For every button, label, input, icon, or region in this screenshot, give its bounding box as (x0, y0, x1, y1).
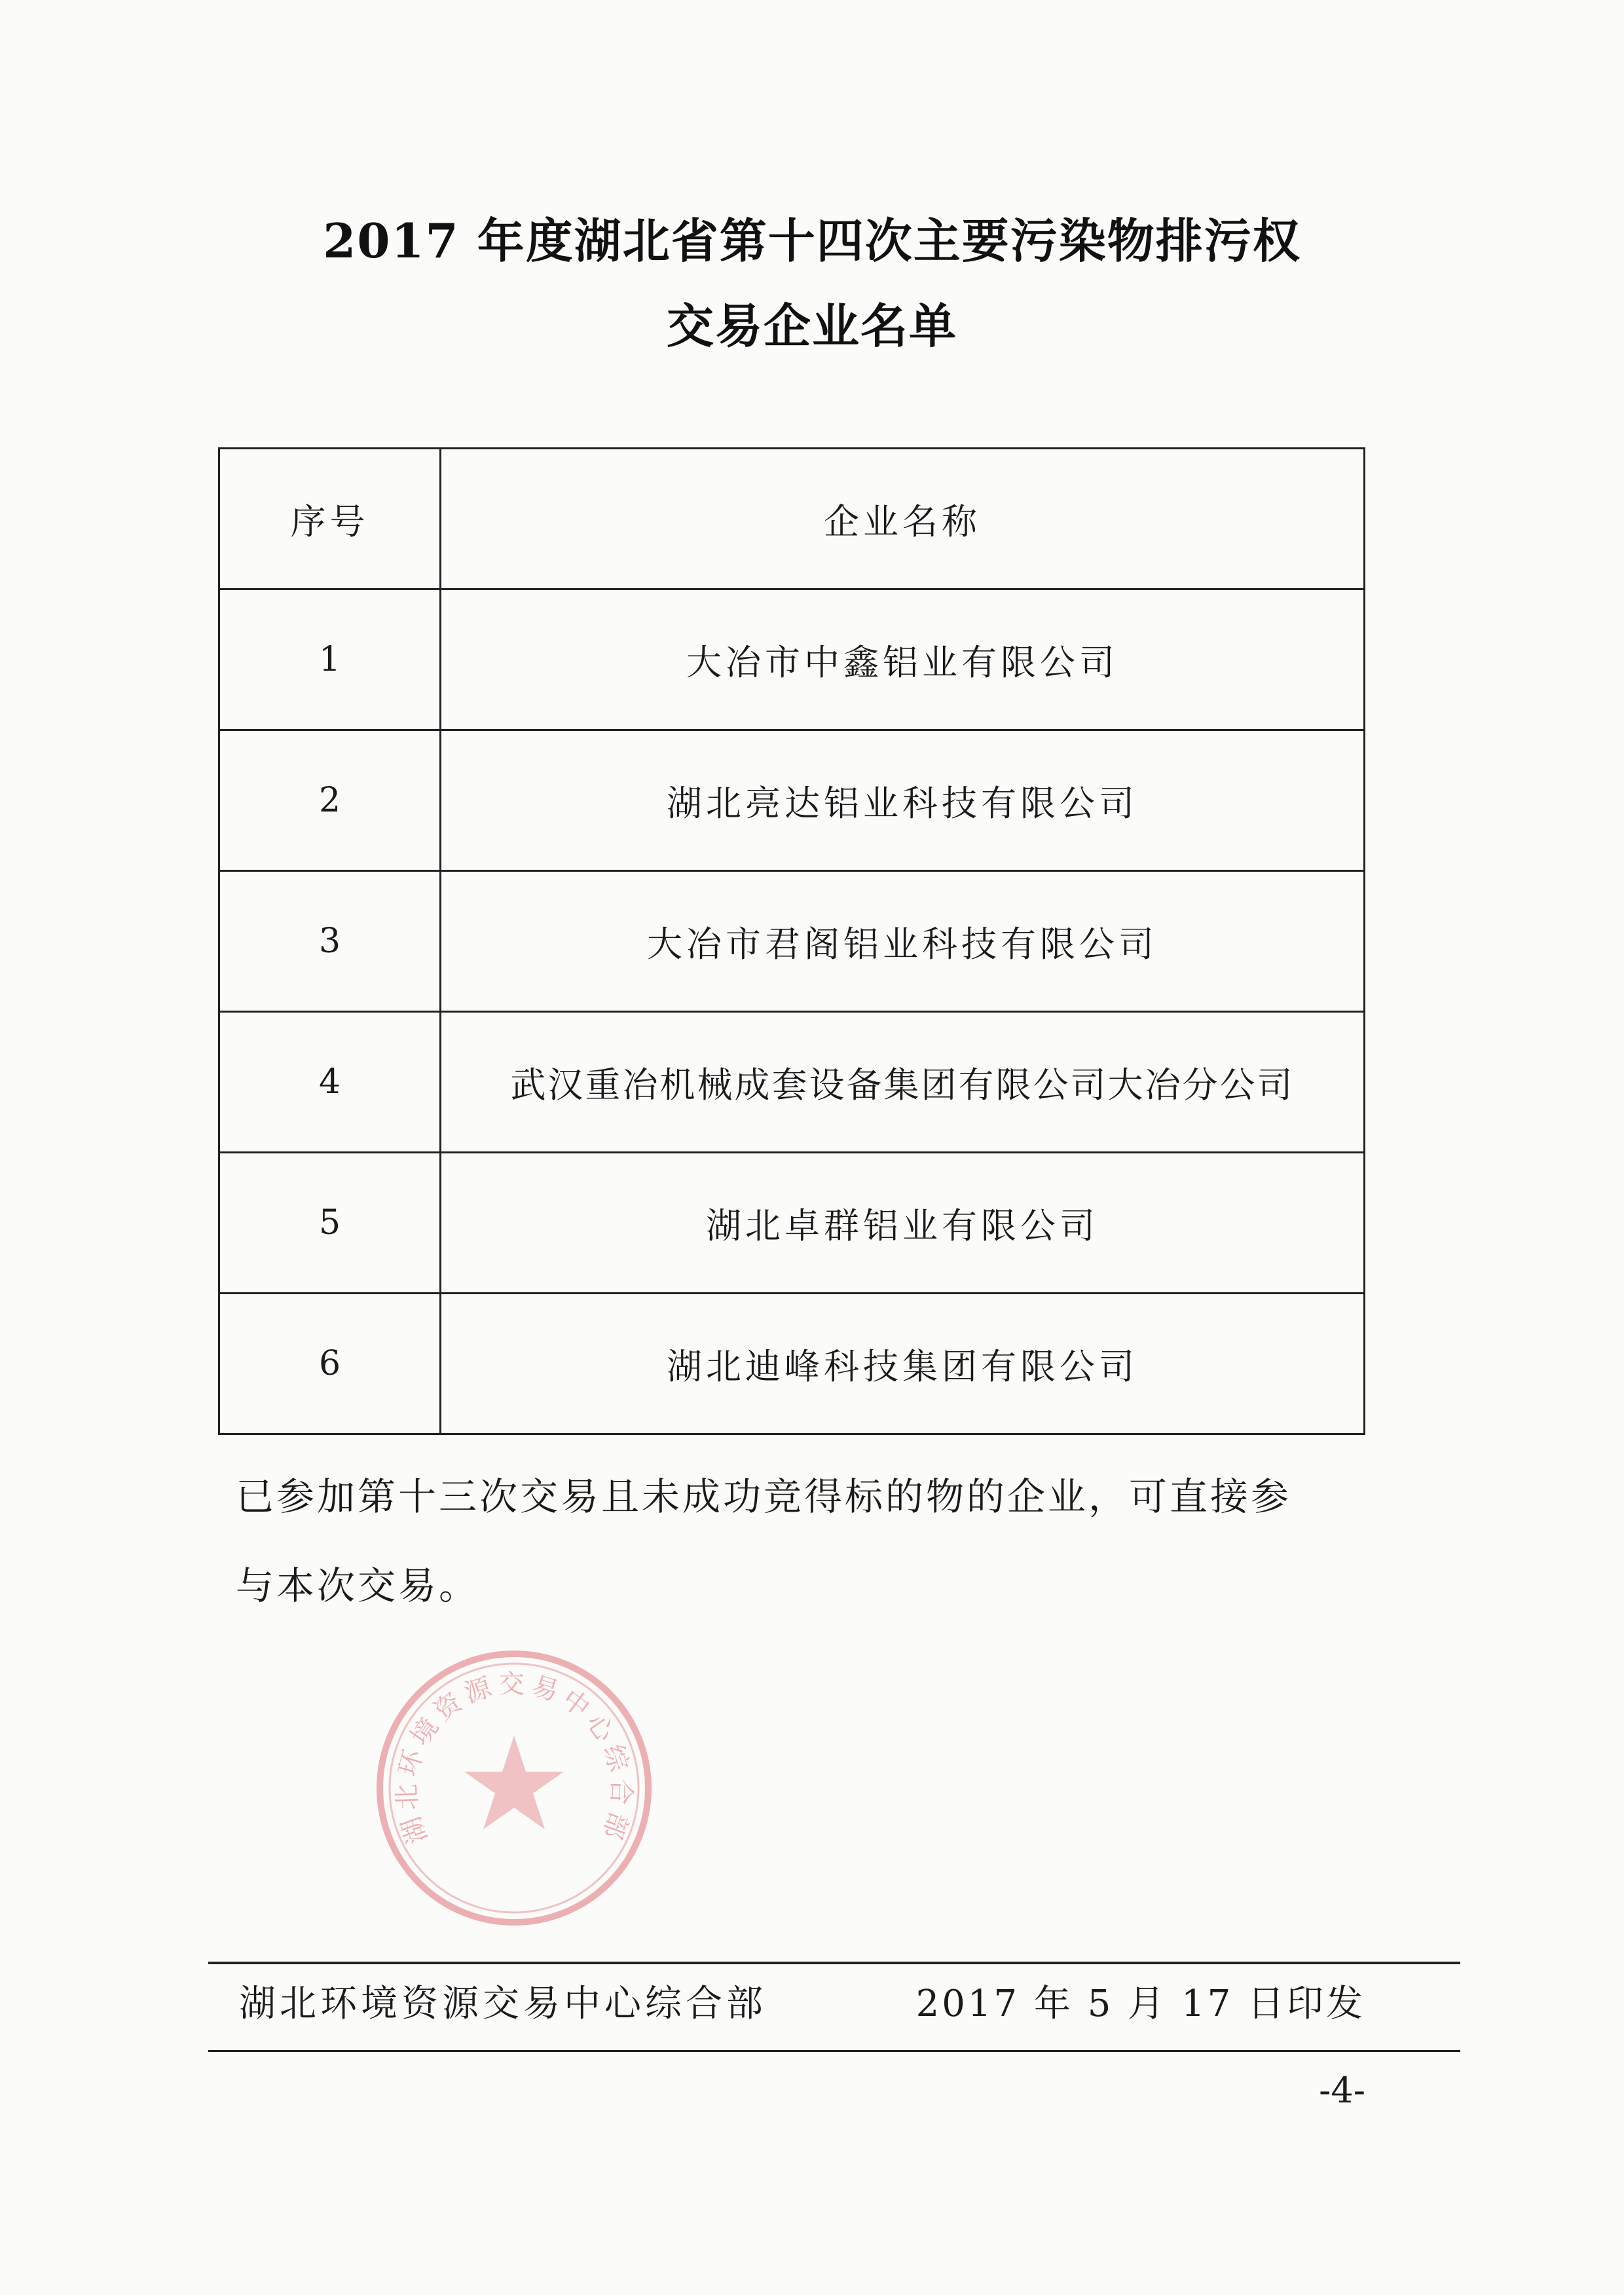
enterprise-table (218, 447, 1365, 1435)
document-title-line2: 交易企业名单 (666, 298, 957, 354)
row-number: 4 (219, 1012, 441, 1153)
table-row (219, 730, 1365, 871)
page-number: -4- (1319, 2070, 1365, 2111)
official-seal-icon (363, 1637, 665, 1939)
document-title-line1: 2017 年度湖北省第十四次主要污染物排污权 (323, 213, 1301, 269)
footer-bottom-rule (208, 2050, 1460, 2052)
row-number: 3 (219, 871, 441, 1012)
header-serial-number: 序号 (219, 449, 441, 589)
issue-date: 2017 年 5 月 17 日印发 (915, 1983, 1365, 2025)
table-row (219, 871, 1365, 1012)
table-row (219, 589, 1365, 730)
row-number: 6 (219, 1294, 441, 1434)
enterprise-name: 武汉重冶机械成套设备集团有限公司大冶分公司 (441, 1012, 1365, 1153)
row-number: 5 (219, 1153, 441, 1294)
note-line1: 已参加第十三次交易且未成功竞得标的物的企业，可直接参 (236, 1474, 1292, 1519)
table-row (219, 1012, 1365, 1153)
enterprise-name: 大冶市中鑫铝业有限公司 (441, 589, 1365, 730)
table-header-row (219, 449, 1365, 589)
enterprise-name: 大冶市君阁铝业科技有限公司 (441, 871, 1365, 1012)
note-line2: 与本次交易。 (236, 1563, 480, 1608)
issuer-name: 湖北环境资源交易中心综合部 (239, 1983, 767, 2025)
row-number: 2 (219, 730, 441, 871)
table-row (219, 1294, 1365, 1434)
svg-text:湖北环境资源交易中心综合部: 湖北环境资源交易中心综合部 (392, 1669, 637, 1848)
table-row (219, 1153, 1365, 1294)
enterprise-name: 湖北迪峰科技集团有限公司 (441, 1294, 1365, 1434)
row-number: 1 (219, 589, 441, 730)
enterprise-name: 湖北卓群铝业有限公司 (441, 1153, 1365, 1294)
footer-top-rule (208, 1962, 1460, 1964)
enterprise-name: 湖北亮达铝业科技有限公司 (441, 730, 1365, 871)
header-enterprise-name: 企业名称 (441, 449, 1365, 589)
